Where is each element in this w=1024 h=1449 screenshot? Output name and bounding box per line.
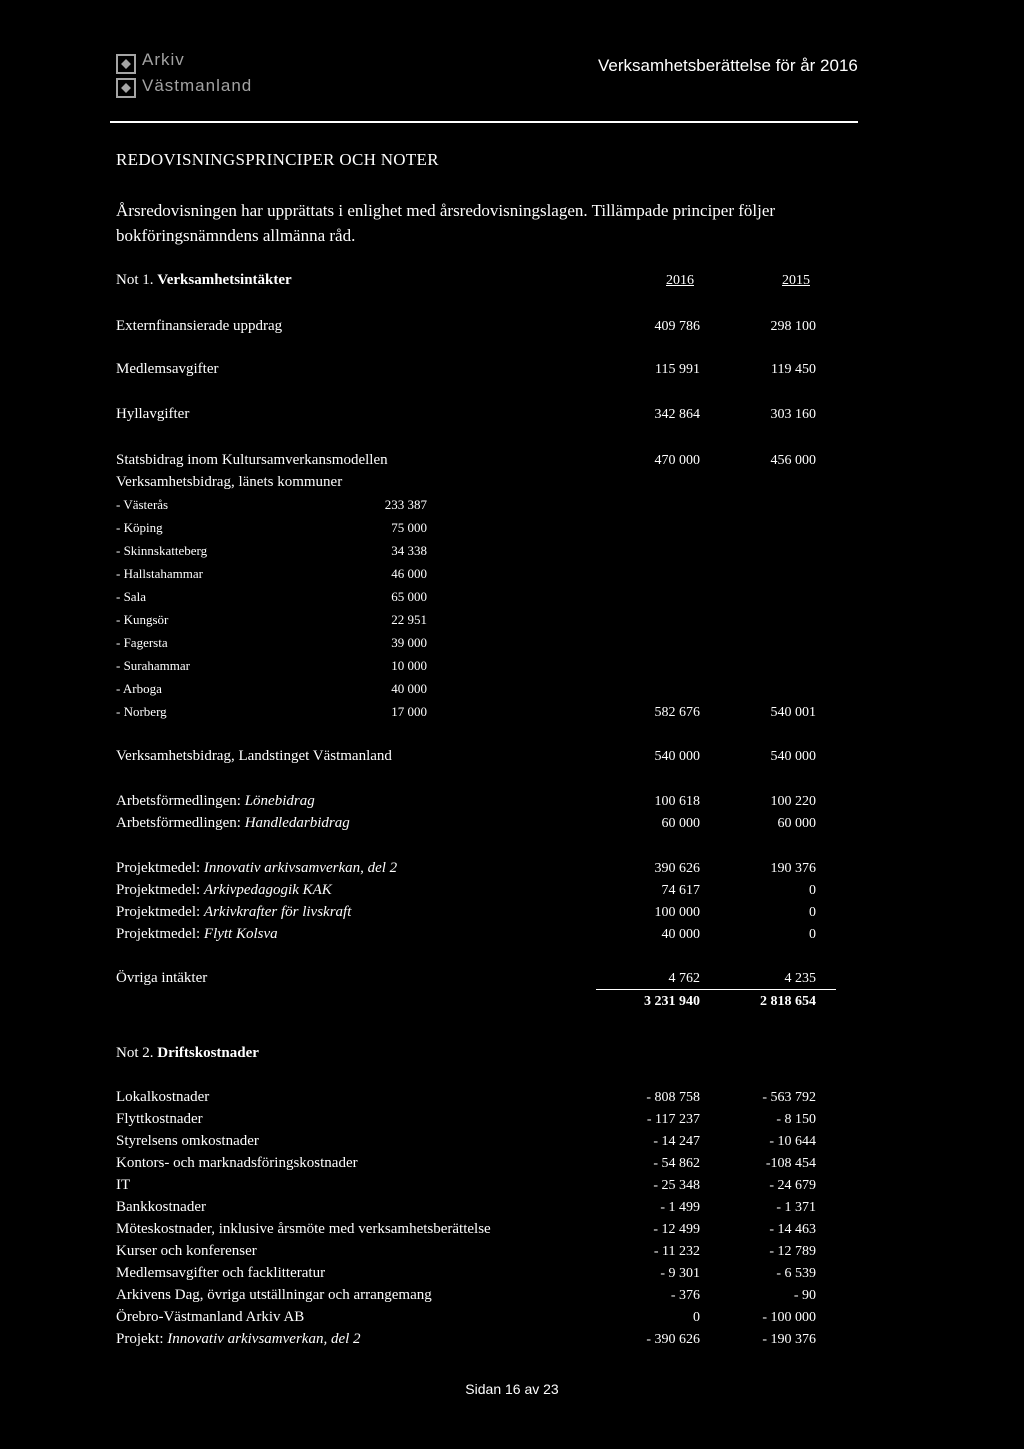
cost-label: Möteskostnader, inklusive årsmöte med verksamhetsberättelse	[116, 1221, 491, 1237]
municipality-name: - Surahammar	[116, 658, 191, 673]
logo-mark-icon	[116, 78, 136, 98]
cost-label: Lokalkostnader	[116, 1089, 210, 1105]
municipality-name: - Fagersta	[116, 635, 168, 650]
af-value-2015: 60 000	[777, 816, 816, 831]
logo-mark-icon	[116, 54, 136, 74]
row-label: Externfinansierade uppdrag	[116, 318, 283, 334]
row-value-2016: 342 864	[654, 407, 700, 422]
ovriga-label: Övriga intäkter	[116, 970, 208, 986]
cost-value-2016: - 117 237	[646, 1112, 700, 1127]
note1-heading: Not 1. Verksamhetsintäkter	[116, 272, 292, 288]
project-value-2016: 390 626	[654, 861, 700, 876]
cost-value-2015: -108 454	[765, 1156, 816, 1171]
cost-value-2016: 0	[693, 1310, 700, 1325]
cost-value-2015: - 24 679	[769, 1178, 816, 1193]
row-label: Hyllavgifter	[116, 406, 190, 422]
row-value-2016: 409 786	[654, 319, 700, 334]
af-label: Arbetsförmedlingen: Handledarbidrag	[116, 815, 350, 831]
row-label: Medlemsavgifter	[116, 361, 219, 377]
cost-label: IT	[116, 1177, 131, 1193]
cost-value-2016: - 11 232	[653, 1244, 700, 1259]
intro-paragraph: Årsredovisningen har upprättats i enlighet med årsredovisningslagen. Tillämpade principer följer bokföringsnämndens allmänna råd.	[116, 201, 776, 245]
municipality-amount: 10 000	[391, 658, 427, 673]
af-label: Arbetsförmedlingen: Lönebidrag	[116, 793, 315, 809]
ovriga-value-2015: 4 235	[784, 971, 816, 986]
project-value-2016: 74 617	[661, 883, 700, 898]
municipality-amount: 34 338	[391, 543, 427, 558]
cost-label: Medlemsavgifter och facklitteratur	[116, 1265, 326, 1281]
row-value-2015: 298 100	[770, 319, 816, 334]
cost-value-2015: - 14 463	[769, 1222, 816, 1237]
note1-year-2016: 2016	[666, 273, 694, 288]
cost-label: Kurser och konferenser	[116, 1243, 257, 1259]
logo-text: Västmanland	[142, 76, 253, 95]
cost-value-2015: - 6 539	[776, 1266, 816, 1281]
cost-value-2016: - 54 862	[653, 1156, 700, 1171]
project-value-2016: 40 000	[661, 927, 700, 942]
cost-value-2016: - 9 301	[660, 1266, 700, 1281]
landsting-value-2015: 540 000	[770, 749, 816, 764]
project-value-2015: 0	[809, 927, 816, 942]
project-value-2015: 0	[809, 883, 816, 898]
municipality-name: - Skinnskatteberg	[116, 543, 208, 558]
cost-value-2015: - 8 150	[776, 1112, 816, 1127]
row-value-2016: 115 991	[655, 362, 700, 377]
municipality-name: - Norberg	[116, 704, 167, 719]
municipality-amount: 40 000	[391, 681, 427, 696]
project-label: Projektmedel: Arkivkrafter för livskraft	[116, 904, 352, 920]
municipality-amount: 65 000	[391, 589, 427, 604]
row-label: Statsbidrag inom Kultursamverkansmodellen	[116, 452, 388, 468]
row-value-2016: 470 000	[654, 453, 700, 468]
ovriga-value-2016: 4 762	[668, 971, 700, 986]
note1-year-2015: 2015	[782, 273, 810, 288]
municipality-name: - Arboga	[116, 681, 162, 696]
project-value-2016: 100 000	[654, 905, 700, 920]
landsting-label: Verksamhetsbidrag, Landstinget Västmanland	[116, 748, 392, 764]
cost-value-2016: - 14 247	[653, 1134, 700, 1149]
project-value-2015: 0	[809, 905, 816, 920]
cost-label: Flyttkostnader	[116, 1111, 203, 1127]
af-value-2015: 100 220	[770, 794, 816, 809]
landsting-value-2016: 540 000	[654, 749, 700, 764]
municipality-amount: 75 000	[391, 520, 427, 535]
cost-label: Projekt: Innovativ arkivsamverkan, del 2	[116, 1331, 361, 1347]
municipal-total-2015: 540 001	[770, 705, 816, 720]
document-header-title: Verksamhetsberättelse för år 2016	[598, 56, 858, 75]
af-value-2016: 60 000	[661, 816, 700, 831]
municipality-name: - Sala	[116, 589, 146, 604]
municipality-amount: 22 951	[391, 612, 427, 627]
row-value-2015: 456 000	[770, 453, 816, 468]
cost-value-2015: - 10 644	[769, 1134, 816, 1149]
section-heading: REDOVISNINGSPRINCIPER OCH NOTER	[116, 150, 439, 169]
header-divider	[110, 121, 858, 123]
project-label: Projektmedel: Innovativ arkivsamverkan, del 2	[116, 860, 398, 876]
cost-value-2015: - 190 376	[762, 1332, 816, 1347]
municipality-amount: 17 000	[391, 704, 427, 719]
municipality-name: - Västerås	[116, 497, 169, 512]
cost-value-2016: - 25 348	[653, 1178, 700, 1193]
sum-line	[596, 989, 836, 990]
row-value-2015: 119 450	[771, 362, 816, 377]
row-value-2015: 303 160	[770, 407, 816, 422]
cost-value-2015: - 100 000	[762, 1310, 816, 1325]
municipality-name: - Kungsör	[116, 612, 169, 627]
municipal-total-2016: 582 676	[654, 705, 700, 720]
cost-label: Arkivens Dag, övriga utställningar och arrangemang	[116, 1287, 432, 1303]
cost-value-2015: - 1 371	[776, 1200, 816, 1215]
note1-total-2015: 2 818 654	[760, 994, 816, 1009]
cost-value-2016: - 12 499	[653, 1222, 700, 1237]
municipality-name: - Hallstahammar	[116, 566, 203, 581]
organization-logo	[116, 50, 291, 100]
municipality-amount: 233 387	[384, 497, 427, 512]
municipal-heading: Verksamhetsbidrag, länets kommuner	[116, 474, 343, 490]
municipality-name: - Köping	[116, 520, 163, 535]
cost-label: Örebro-Västmanland Arkiv AB	[116, 1309, 305, 1325]
project-label: Projektmedel: Arkivpedagogik KAK	[116, 882, 332, 898]
cost-label: Bankkostnader	[116, 1199, 206, 1215]
cost-label: Kontors- och marknadsföringskostnader	[116, 1155, 358, 1171]
cost-value-2016: - 808 758	[646, 1090, 700, 1105]
logo-text: Arkiv	[142, 50, 185, 69]
municipality-amount: 39 000	[391, 635, 427, 650]
page-number: Sidan 16 av 23	[465, 1381, 559, 1397]
project-value-2015: 190 376	[770, 861, 816, 876]
cost-value-2015: - 90	[793, 1288, 816, 1303]
cost-value-2016: - 376	[670, 1288, 700, 1303]
af-value-2016: 100 618	[654, 794, 700, 809]
cost-value-2015: - 563 792	[762, 1090, 816, 1105]
cost-value-2016: - 1 499	[660, 1200, 700, 1215]
note1-total-2016: 3 231 940	[644, 994, 700, 1009]
cost-value-2015: - 12 789	[769, 1244, 816, 1259]
municipality-amount: 46 000	[391, 566, 427, 581]
note2-heading: Not 2. Driftskostnader	[116, 1045, 259, 1061]
project-label: Projektmedel: Flytt Kolsva	[116, 926, 278, 942]
cost-label: Styrelsens omkostnader	[116, 1133, 259, 1149]
cost-value-2016: - 390 626	[646, 1332, 700, 1347]
